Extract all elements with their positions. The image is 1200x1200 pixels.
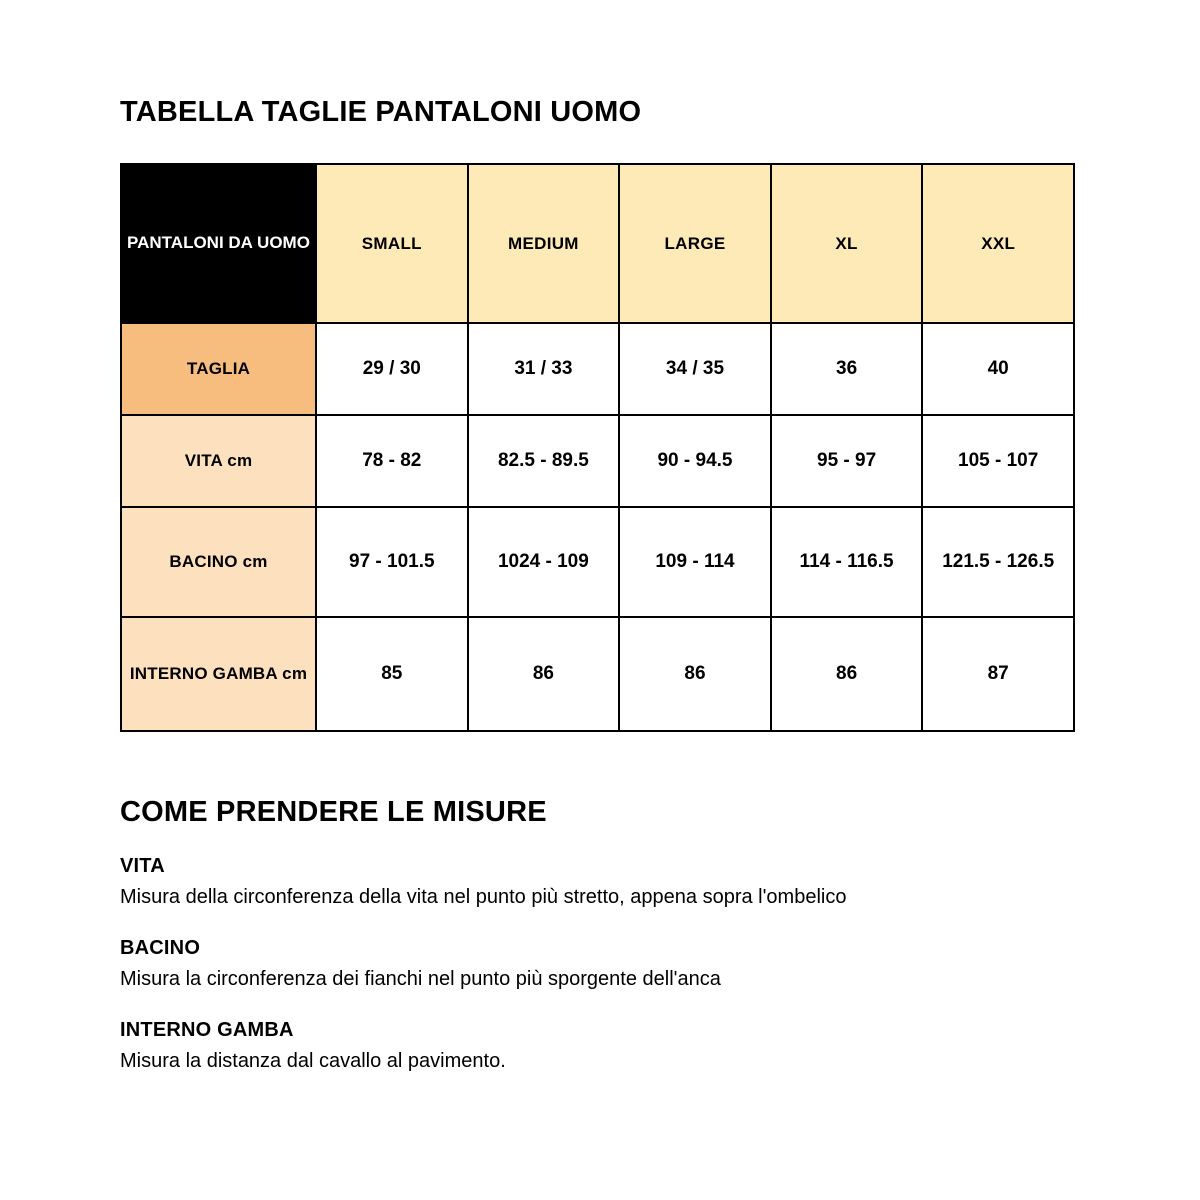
cell-bacino-xl: 114 - 116.5 [771, 507, 923, 617]
table-header-row [121, 164, 1074, 323]
measure-term-interno-gamba: INTERNO GAMBA [120, 1019, 294, 1041]
table-row [121, 323, 1074, 415]
cell-bacino-large: 109 - 114 [619, 507, 771, 617]
measure-term-bacino: BACINO [120, 937, 201, 959]
cell-vita-small: 78 - 82 [316, 415, 468, 507]
row-header-taglia: TAGLIA [121, 323, 316, 415]
cell-taglia-large: 34 / 35 [619, 323, 771, 415]
cell-vita-medium: 82.5 - 89.5 [468, 415, 620, 507]
table-header [121, 164, 1074, 323]
cell-bacino-small: 97 - 101.5 [316, 507, 468, 617]
table-column-header-small: SMALL [316, 164, 468, 323]
cell-vita-large: 90 - 94.5 [619, 415, 771, 507]
table-row [121, 415, 1074, 507]
table-column-header-xxl: XXL [922, 164, 1074, 323]
row-header-vita: VITA cm [121, 415, 316, 507]
table-column-header-xl: XL [771, 164, 923, 323]
measure-description-bacino: Misura la circonferenza dei fianchi nel punto più sporgente dell'anca [120, 968, 721, 990]
page-title: TABELLA TAGLIE PANTALONI UOMO [120, 96, 642, 128]
cell-interno-xl: 86 [771, 617, 923, 731]
table-column-header-medium: MEDIUM [468, 164, 620, 323]
measure-term-vita: VITA [120, 855, 165, 877]
measure-block-vita [120, 855, 1080, 911]
cell-taglia-xl: 36 [771, 323, 923, 415]
cell-taglia-medium: 31 / 33 [468, 323, 620, 415]
cell-interno-xxl: 87 [922, 617, 1074, 731]
row-header-bacino: BACINO cm [121, 507, 316, 617]
cell-interno-medium: 86 [468, 617, 620, 731]
table-corner-header: PANTALONI DA UOMO [121, 164, 316, 323]
cell-taglia-xxl: 40 [922, 323, 1074, 415]
measure-block-bacino [120, 937, 1080, 993]
cell-bacino-medium: 1024 - 109 [468, 507, 620, 617]
table-row [121, 507, 1074, 617]
measure-description-vita: Misura della circonferenza della vita nel punto più stretto, appena sopra l'ombelico [120, 886, 847, 908]
cell-interno-large: 86 [619, 617, 771, 731]
size-table [120, 163, 1075, 732]
measure-description-interno-gamba: Misura la distanza dal cavallo al pavimento. [120, 1050, 506, 1072]
cell-bacino-xxl: 121.5 - 126.5 [922, 507, 1074, 617]
table-body [121, 323, 1074, 731]
row-header-interno-gamba: INTERNO GAMBA cm [121, 617, 316, 731]
cell-vita-xl: 95 - 97 [771, 415, 923, 507]
instructions-heading: COME PRENDERE LE MISURE [120, 796, 547, 828]
cell-taglia-small: 29 / 30 [316, 323, 468, 415]
cell-vita-xxl: 105 - 107 [922, 415, 1074, 507]
measure-block-interno-gamba [120, 1019, 1080, 1075]
cell-interno-small: 85 [316, 617, 468, 731]
table-row [121, 617, 1074, 731]
table-column-header-large: LARGE [619, 164, 771, 323]
